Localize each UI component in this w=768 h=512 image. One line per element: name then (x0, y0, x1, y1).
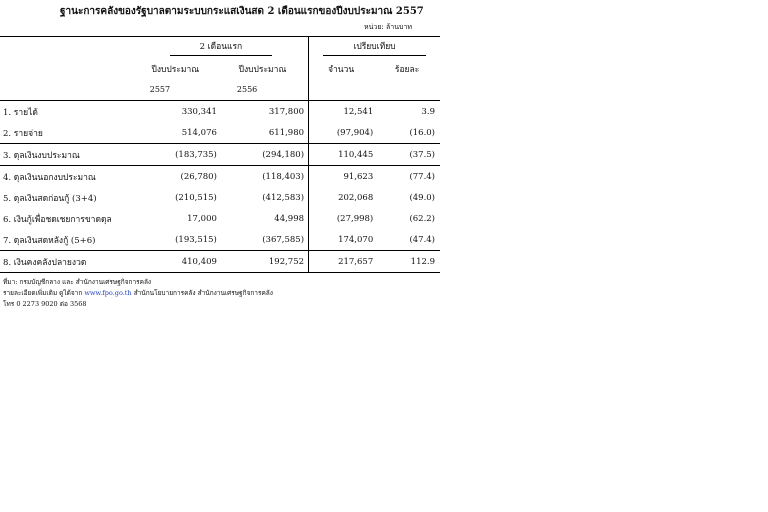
cell-a: 17,000 (187, 213, 217, 224)
header-sub-row (0, 58, 440, 79)
table-row (0, 251, 440, 273)
col-header-b: ปีงบประมาณ (238, 64, 287, 75)
cell-c: 202,068 (309, 187, 380, 208)
group-header-right: เปรียบเทียบ (309, 37, 440, 59)
row-label: 4. ดุลเงินนอกงบประมาณ (0, 166, 134, 188)
unit-note: หน่วย: ล้านบาท (363, 23, 412, 31)
cell-a: (26,780) (134, 166, 221, 188)
cell-c: 110,445 (309, 144, 380, 166)
cell-b: 317,800 (268, 106, 305, 117)
cell-b: 44,998 (274, 213, 305, 224)
website-link[interactable]: www.fpo.go.th (84, 289, 132, 297)
table-row (0, 208, 440, 229)
col-header-a: ปีงบประมาณ (151, 64, 200, 75)
fiscal-table (0, 36, 440, 273)
cell-d: (47.4) (409, 234, 435, 245)
cell-a: (183,735) (134, 144, 221, 166)
cell-b: (118,403) (221, 166, 309, 188)
row-label: 6. เงินกู้เพื่อชดเชยการขาดดุล (3, 214, 112, 225)
year-b: 2556 (221, 79, 309, 101)
table-row (0, 144, 440, 166)
table-row (0, 229, 440, 251)
row-label: 1. รายได้ (3, 107, 38, 118)
cell-c: 174,070 (309, 229, 380, 251)
phone-note: โทร 0 2273 9020 ต่อ 3568 (3, 300, 87, 308)
cell-c: (27,998) (309, 208, 380, 229)
cell-c: (97,904) (309, 122, 380, 144)
cell-a: (193,515) (175, 234, 217, 245)
detail-note: รายละเอียดเพิ่มเติม ดูได้จาก www.fpo.go.th สำนักนโยบายการคลัง สำนักงานเศรษฐกิจการคลัง (3, 289, 273, 297)
header-group-row (0, 37, 440, 59)
cell-d: (37.5) (379, 144, 440, 166)
cell-b: (294,180) (221, 144, 309, 166)
col-header-d: ร้อยละ (394, 64, 420, 75)
cell-a: 330,341 (181, 106, 217, 117)
table-row (0, 187, 440, 208)
header-year-row (0, 79, 440, 101)
cell-d: 112.9 (379, 251, 440, 273)
cell-b: (367,585) (262, 234, 305, 245)
row-label: 5. ดุลเงินสดก่อนกู้ (3+4) (3, 193, 97, 204)
cell-d: (77.4) (379, 166, 440, 188)
cell-d: 3.9 (421, 106, 435, 117)
cell-a: (210,515) (175, 192, 217, 203)
cell-a: 410,409 (134, 251, 221, 273)
cell-b: (412,583) (262, 192, 305, 203)
row-label: 2. รายจ่าย (3, 128, 43, 139)
year-a: 2557 (134, 79, 221, 101)
group-header-left: 2 เดือนแรก (134, 37, 309, 59)
report-title: ฐานะการคลังของรัฐบาลตามระบบกระแสเงินสด 2 เดือนแรกของปีงบประมาณ 2557 (60, 6, 424, 17)
col-header-c: จำนวน (309, 58, 380, 79)
cell-d: (49.0) (409, 192, 435, 203)
cell-c: 91,623 (309, 166, 380, 188)
table-row (0, 101, 440, 123)
row-label: 7. ดุลเงินสดหลังกู้ (5+6) (3, 235, 96, 246)
cell-c: 217,657 (309, 251, 380, 273)
cell-d: (62.2) (409, 213, 435, 224)
table-row (0, 122, 440, 144)
cell-b: 192,752 (221, 251, 309, 273)
cell-a: 514,076 (181, 127, 217, 138)
row-label: 3. ดุลเงินงบประมาณ (0, 144, 134, 166)
table-row (0, 166, 440, 188)
cell-c: 12,541 (309, 101, 380, 123)
cell-d: (16.0) (409, 127, 435, 138)
row-label: 8. เงินคงคลังปลายงวด (0, 251, 134, 273)
footnote (3, 277, 273, 310)
source-note: ที่มา: กรมบัญชีกลาง และ สำนักงานเศรษฐกิจการคลัง (3, 278, 152, 286)
cell-b: 611,980 (268, 127, 305, 138)
